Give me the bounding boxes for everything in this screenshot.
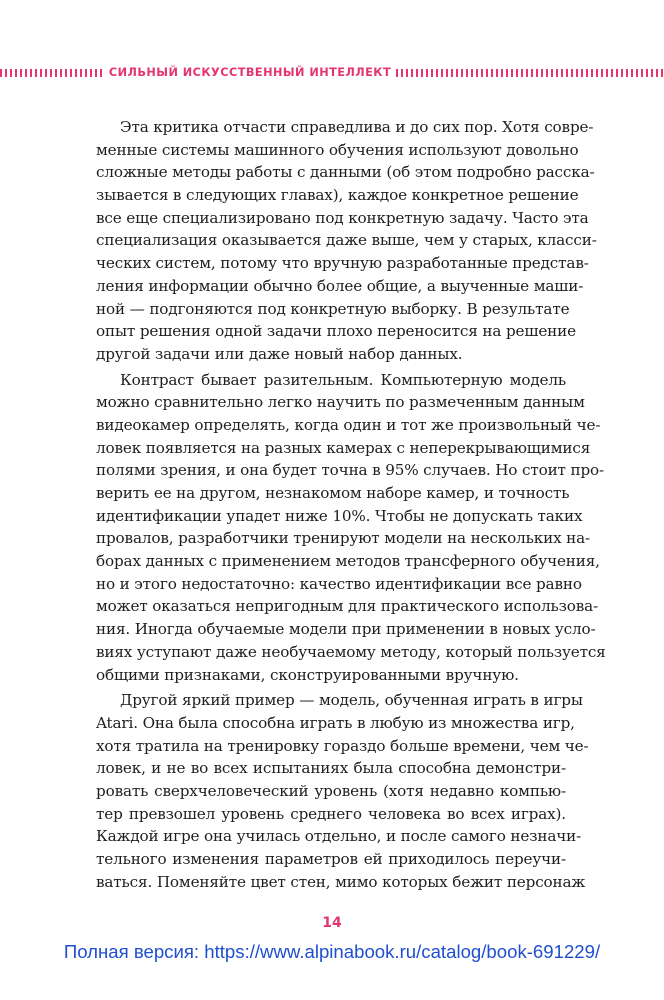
text-line: Atari. Она была способна играть в любую из множества игр,	[96, 713, 575, 732]
text-line: специализация оказывается даже выше, чем у старых, класси-	[96, 231, 597, 250]
text-line: зывается в следующих главах), каждое конкретное решение	[96, 186, 579, 205]
text-line: опыт решения одной задачи плохо переносится на решение	[96, 322, 576, 341]
text-line: борах данных с применением методов трансферного обучения,	[96, 552, 600, 571]
paragraph	[96, 689, 589, 893]
text-line: верить ее на другом, незнакомом наборе камер, и точность	[96, 484, 570, 502]
text-line: Эта критика отчасти справедлива и до сих пор. Хотя совре-	[120, 118, 594, 136]
full-version-link[interactable]: Полная версия: https://www.alpinabook.ru/catalog/book-691229/	[63, 941, 601, 962]
text-line: тельного изменения параметров ей приходилось переучи-	[96, 850, 566, 868]
text-line: может оказаться непригодным для практического использова-	[96, 597, 598, 616]
text-line: Каждой игре она училась отдельно, и после самого незначи-	[96, 827, 582, 846]
text-line: полями зрения, и она будет точна в 95% случаев. Но стоит про-	[96, 461, 605, 480]
header-hatch-right	[396, 69, 664, 77]
paragraph	[96, 116, 597, 366]
text-line: все еще специализировано под конкретную задачу. Часто эта	[96, 208, 589, 227]
text-line: идентификации упадет ниже 10%. Чтобы не допускать таких	[96, 506, 583, 525]
text-line: хотя тратила на тренировку гораздо больше времени, чем че-	[96, 736, 589, 755]
body-text	[96, 116, 606, 896]
text-line: ловек появляется на разных камерах с неперекрывающимися	[96, 438, 591, 457]
text-line: ваться. Поменяйте цвет стен, мимо которых бежит персонаж	[96, 872, 586, 891]
running-header	[0, 63, 664, 83]
text-line: сложные методы работы с данными (об этом подробно расска-	[96, 163, 595, 182]
text-line: менные системы машинного обучения используют довольно	[96, 140, 579, 159]
text-line: другой задачи или даже новый набор данных.	[96, 344, 463, 363]
text-line: ния. Иногда обучаемые модели при применении в новых усло-	[96, 620, 596, 639]
text-line: видеокамер определять, когда один и тот же произвольный че-	[96, 415, 601, 434]
running-header-title: СИЛЬНЫЙ ИСКУССТВЕННЫЙ ИНТЕЛЛЕКТ	[108, 66, 392, 79]
text-line: можно сравнительно легко научить по размеченным данным	[96, 393, 585, 412]
page-number: 14	[322, 915, 342, 931]
header-hatch-left	[0, 69, 104, 77]
text-line: провалов, разработчики тренируют модели на нескольких на-	[96, 529, 591, 548]
text-line: но и этого недостаточно: качество идентификации все равно	[96, 574, 582, 593]
text-line: виях уступают даже необучаемому методу, который пользуется	[96, 642, 606, 661]
text-line: ровать сверхчеловеческий уровень (хотя недавно компью-	[96, 781, 566, 800]
text-line: тер превзошел уровень среднего человека во всех играх).	[96, 804, 566, 823]
text-line: Другой яркий пример — модель, обученная играть в игры	[120, 691, 583, 710]
text-line: общими признаками, сконструированными вручную.	[96, 665, 519, 684]
text-line: Контраст бывает разительным. Компьютерную модель	[120, 370, 566, 389]
paragraph	[96, 369, 606, 687]
text-line: ной — подгоняются под конкретную выборку. В результате	[96, 299, 570, 318]
text-line: ления информации обычно более общие, а выученные маши-	[96, 276, 584, 295]
text-line: ческих систем, потому что вручную разработанные представ-	[96, 254, 589, 273]
text-line: ловек, и не во всех испытаниях была способна демонстри-	[96, 759, 566, 778]
